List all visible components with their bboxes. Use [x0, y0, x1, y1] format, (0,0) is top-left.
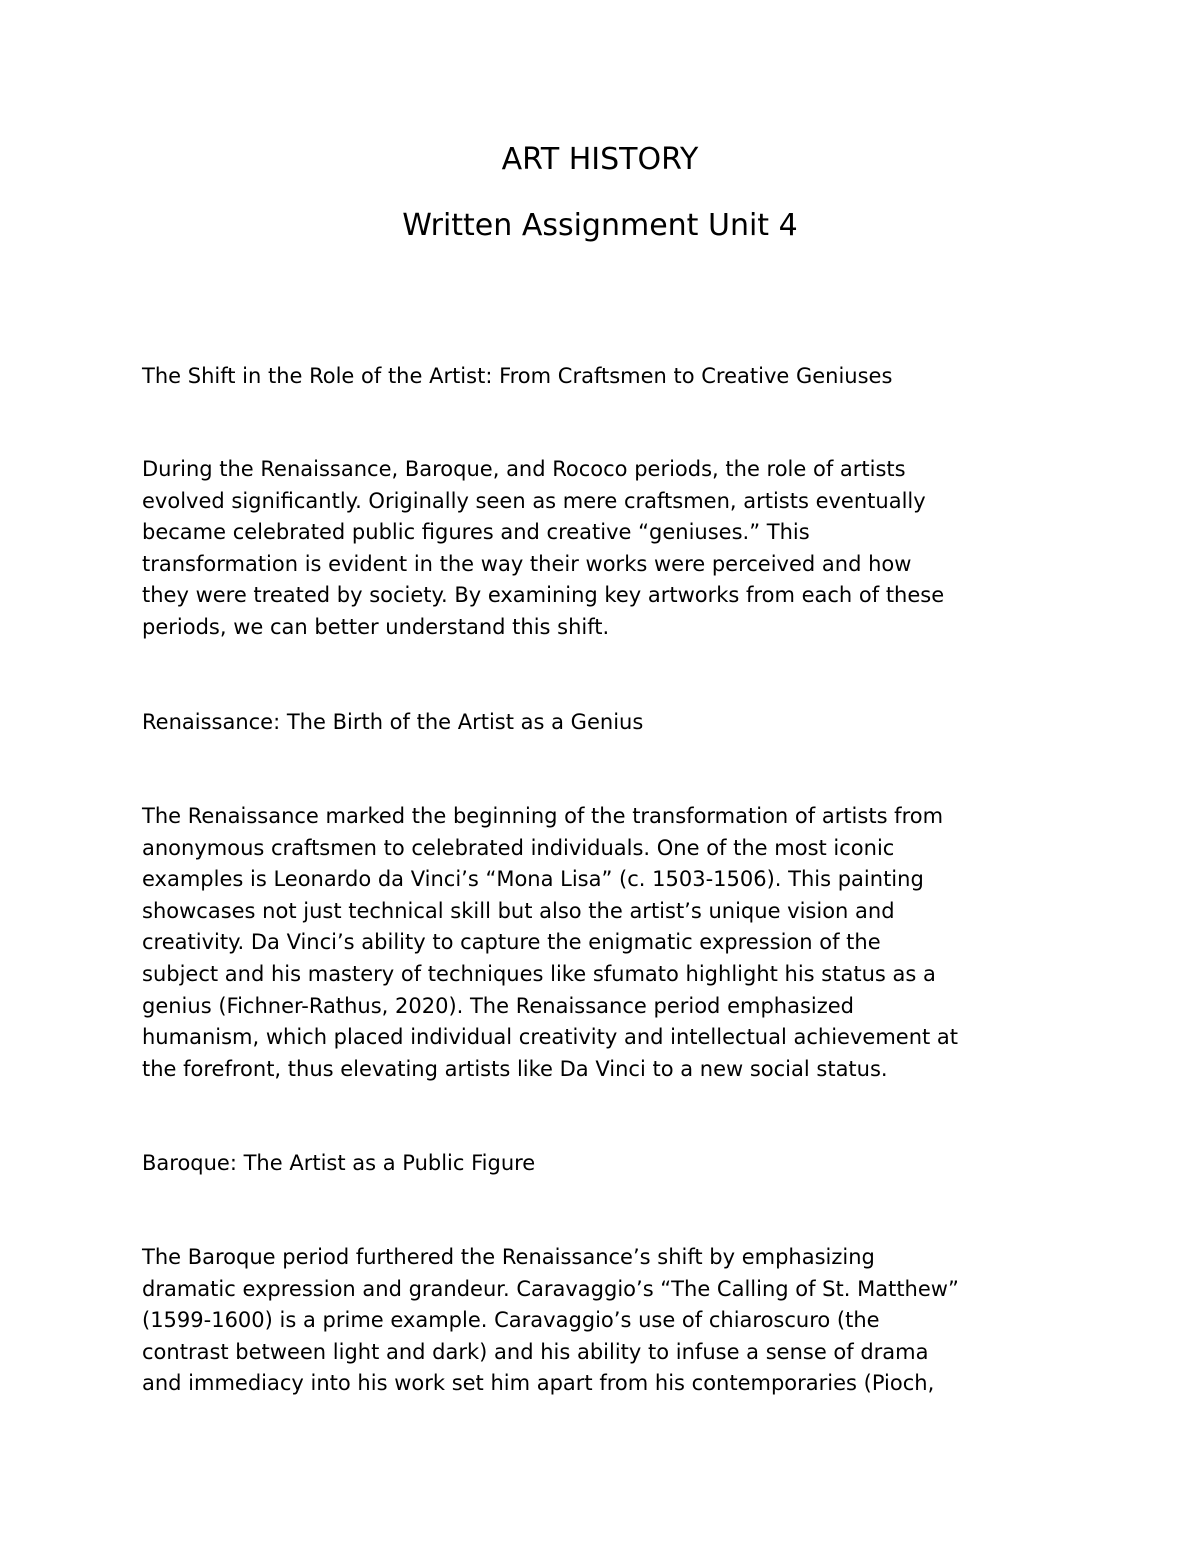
paragraph-line: During the Renaissance, Baroque, and Rococo periods, the role of artists — [142, 457, 906, 481]
paragraph-line: humanism, which placed individual creativity and intellectual achievement at — [142, 1025, 959, 1050]
section-heading-baroque: Baroque: The Artist as a Public Figure — [142, 1151, 536, 1175]
paragraph-line: dramatic expression and grandeur. Caravaggio’s “The Calling of St. Matthew” — [142, 1276, 959, 1301]
paragraph-line: transformation is evident in the way their works were perceived and how — [142, 551, 912, 576]
paragraph-line: the forefront, thus elevating artists like Da Vinci to a new social status. — [142, 1056, 888, 1081]
paragraph-line: contrast between light and dark) and his ability to infuse a sense of drama — [142, 1339, 929, 1364]
document-title: ART HISTORY — [501, 142, 699, 177]
paragraph-line: and immediacy into his work set him apart from his contemporaries (Pioch, — [142, 1371, 935, 1396]
paragraph-line: became celebrated public figures and creative “geniuses.” This — [142, 520, 810, 545]
paragraph-line: subject and his mastery of techniques like sfumato highlight his status as a — [142, 961, 936, 986]
paragraph-line: The Baroque period furthered the Renaissance’s shift by emphasizing — [142, 1245, 875, 1269]
baroque-paragraph — [142, 1242, 1072, 1400]
renaissance-paragraph — [142, 801, 1072, 1085]
paragraph-line: examples is Leonardo da Vinci’s “Mona Lisa” (c. 1503-1506). This painting — [142, 867, 924, 892]
section-heading-renaissance: Renaissance: The Birth of the Artist as a Genius — [142, 710, 644, 734]
paragraph-line: showcases not just technical skill but also the artist’s unique vision and — [142, 898, 895, 923]
paragraph-line: they were treated by society. By examining key artworks from each of these — [142, 583, 945, 608]
paragraph-line: (1599-1600) is a prime example. Caravaggio’s use of chiaroscuro (the — [142, 1308, 880, 1333]
paragraph-line: anonymous craftsmen to celebrated individuals. One of the most iconic — [142, 835, 895, 860]
paragraph-line: The Renaissance marked the beginning of the transformation of artists from — [142, 804, 944, 828]
intro-paragraph — [142, 454, 1072, 644]
paragraph-line: creativity. Da Vinci’s ability to capture the enigmatic expression of the — [142, 930, 881, 955]
paragraph-line: genius (Fichner-Rathus, 2020). The Renaissance period emphasized — [142, 993, 855, 1018]
paragraph-line: evolved significantly. Originally seen as mere craftsmen, artists eventually — [142, 488, 926, 513]
paragraph-line: periods, we can better understand this shift. — [142, 614, 610, 639]
document-subtitle: Written Assignment Unit 4 — [402, 208, 798, 243]
essay-title: The Shift in the Role of the Artist: From Craftsmen to Creative Geniuses — [142, 364, 893, 388]
